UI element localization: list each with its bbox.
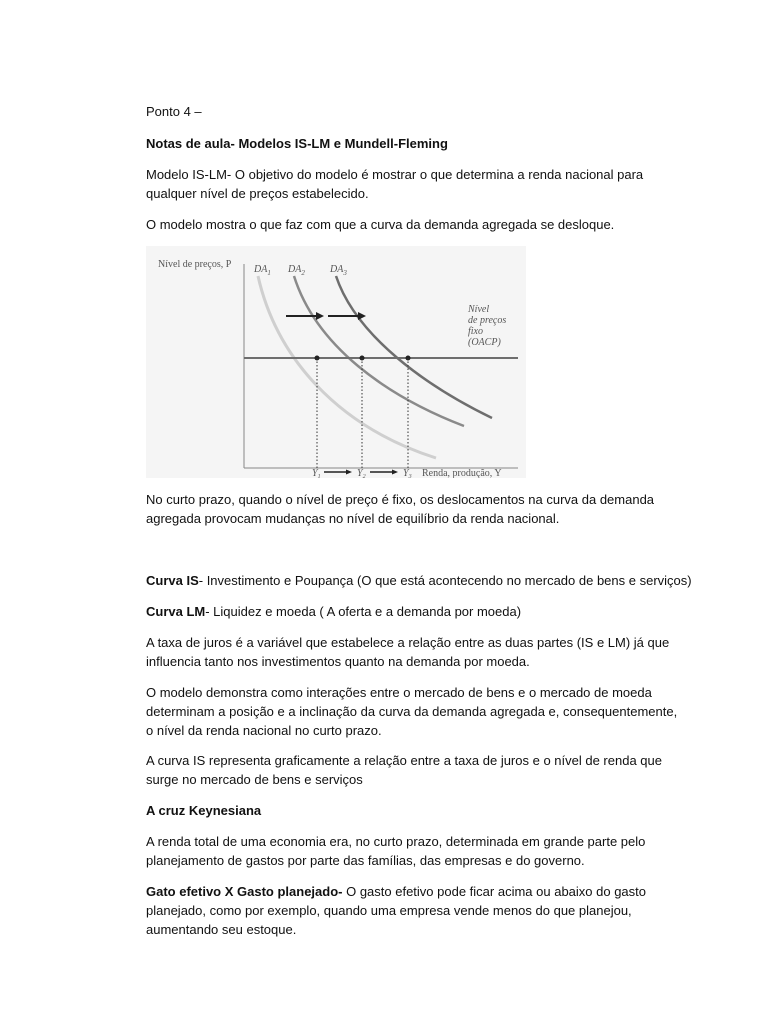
tick-y1: $Y_1$ [312,468,321,478]
paragraph-interacoes: O modelo demonstra como interações entre o mercado de bens e o mercado de moeda determinam a posição e a inclinação da curva da demanda agregada e, consequentemente, o nível da renda nacional no curto prazo. [146,685,678,738]
curve-label-da1: $DA_1$ [254,264,271,277]
curva-lm-text: - Liquidez e moeda ( A oferta e a demanda por moeda) [205,604,522,619]
paragraph-is-graph: A curva IS representa graficamente a relação entre a taxa de juros e o nível de renda que surge no mercado de bens e serviços [146,753,662,787]
aggregate-demand-figure [146,246,526,478]
paragraph-islm: Modelo IS-LM- O objetivo do modelo é mostrar o que determina a renda nacional para qualquer nível de preços estabelecido. [146,167,644,201]
paragraph-renda-total: A renda total de uma economia era, no curto prazo, determinada em grande parte pelo planejamento de gastos por parte das famílias, das empresas e do governo. [146,834,646,868]
oacp-line-1: Nível [468,304,490,315]
oacp-line-3: fixo [468,326,483,337]
oacp-line-4: (OACP) [468,337,501,348]
curva-is-text: - Investimento e Poupança (O que está acontecendo no mercado de bens e serviços) [198,573,692,588]
paragraph-shift: O modelo mostra o que faz com que a curva da demanda agregada se desloque. [146,217,615,232]
gasto-text: O gasto efetivo pode ficar acima ou abaixo do gasto planejado, como por exemplo, quando uma empresa vende menos do que planejou, aumentando seu estoque. [146,884,647,937]
paragraph-curto-prazo: No curto prazo, quando o nível de preço é fixo, os deslocamentos na curva da demanda agregada provocam mudanças no nível de equilíbrio da renda nacional. [146,492,655,526]
tick-arrow-1-head [346,470,352,475]
curve-da2 [294,276,464,426]
oacp-line-2: de preços [468,315,507,326]
cruz-keynesiana-heading: A cruz Keynesiana [146,803,262,818]
aggregate-demand-chart [146,246,526,478]
tick-arrow-2-head [392,470,398,475]
x-axis-label: Renda, produção, Y [422,468,502,478]
notes-title: Notas de aula- Modelos IS-LM e Mundell-Fleming [146,136,448,151]
paragraph-gasto [146,882,686,939]
curve-label-da3: $DA_3$ [330,264,347,277]
paragraph-juros: A taxa de juros é a variável que estabelece a relação entre as duas partes (IS e LM) já que influencia tanto nos investimentos quanto na demanda por moeda. [146,635,670,669]
tick-y2: $Y_2$ [357,468,366,478]
page-heading: Ponto 4 – [146,104,202,119]
shift-arrow-1-head [316,312,324,320]
paragraph-curva-lm [146,602,686,621]
paragraph-curva-is [146,571,706,590]
curva-is-label: Curva IS [146,573,199,588]
y-axis-label: Nível de preços, P [158,259,232,270]
gasto-label: Gato efetivo X Gasto planejado- [146,884,343,899]
curve-label-da2: $DA_2$ [288,264,305,277]
curva-lm-label: Curva LM [146,604,206,619]
shift-arrow-2-head [358,312,366,320]
tick-y3: $Y_3$ [403,468,412,478]
